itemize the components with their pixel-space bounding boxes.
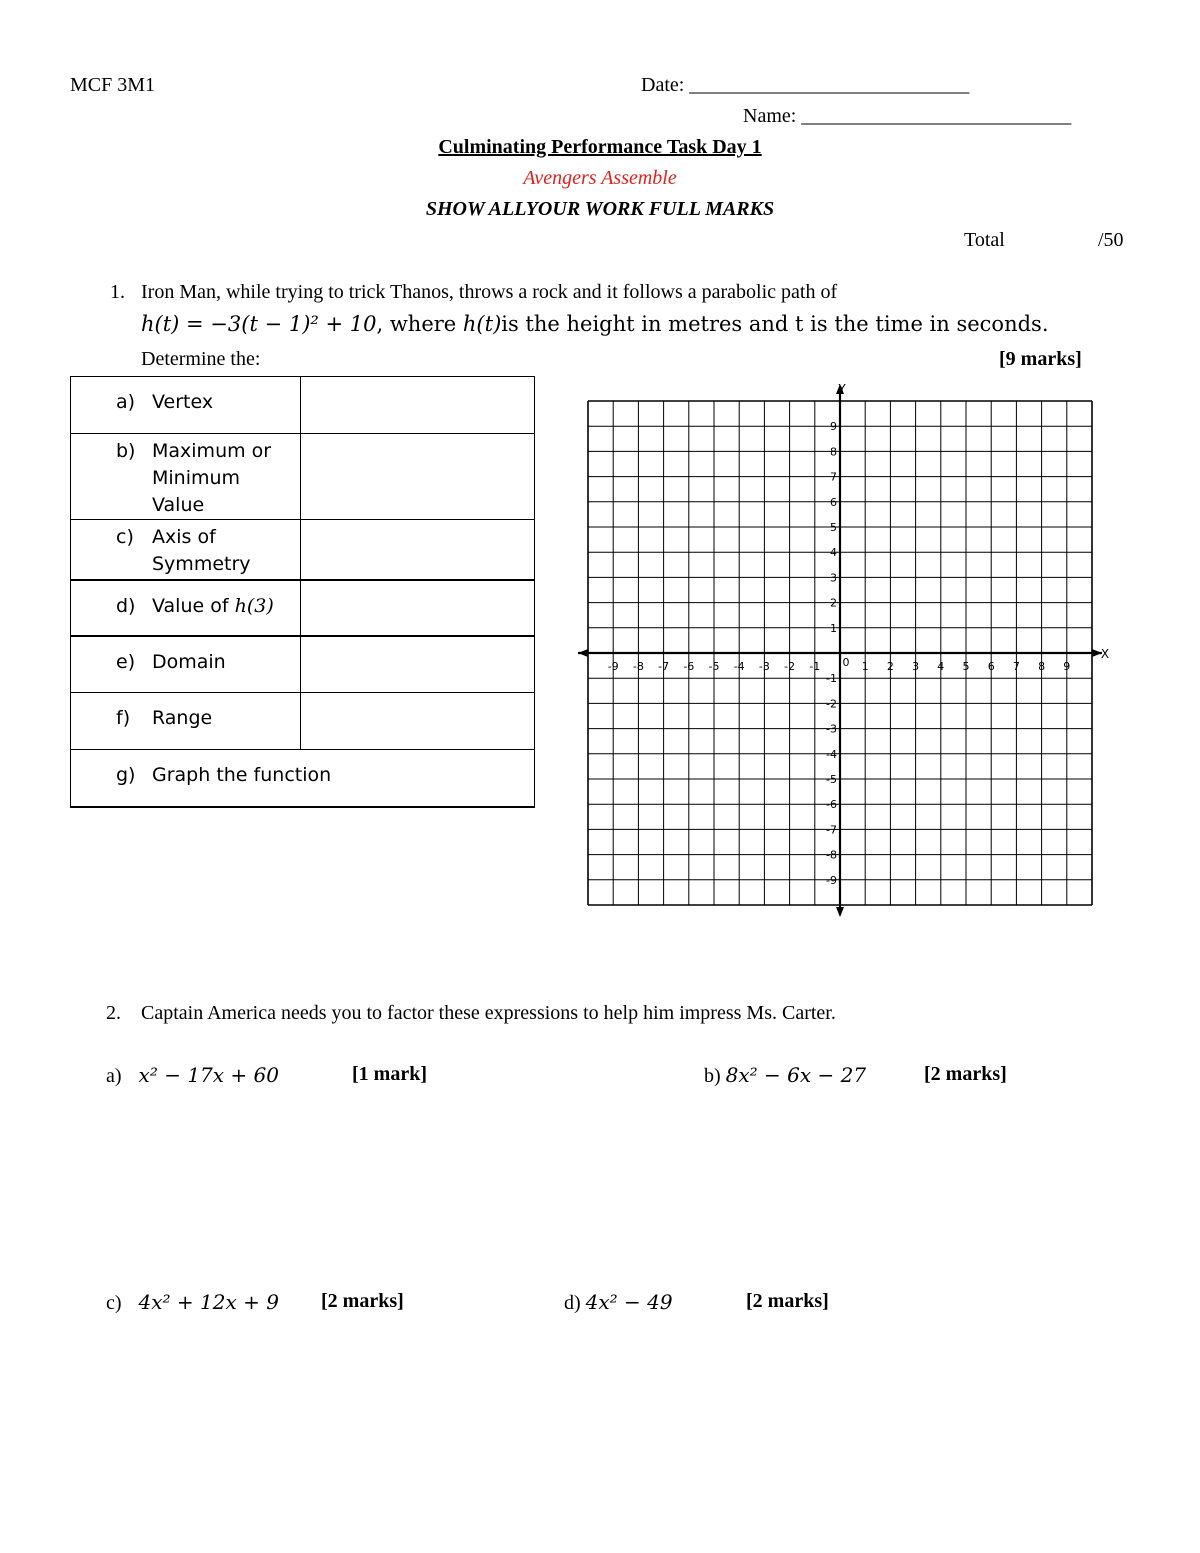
table-row: [71, 520, 535, 580]
q2-number: 2.: [106, 1002, 121, 1024]
answer-cell-max-min[interactable]: [301, 434, 535, 520]
q2b: [704, 1063, 866, 1088]
row-letter: d): [116, 594, 136, 617]
y-tick-label: -5: [826, 773, 837, 786]
table-row: [71, 580, 535, 636]
x-tick-label: 7: [1012, 660, 1020, 673]
y-tick-label: -1: [826, 672, 837, 686]
row-label: Vertex: [152, 391, 214, 413]
x-tick-label: 4: [937, 660, 945, 673]
part-expression: x² − 17x + 60: [138, 1063, 279, 1087]
answer-cell-vertex[interactable]: [301, 377, 535, 434]
y-tick-label: 5: [830, 521, 837, 534]
x-tick-label: 1: [861, 660, 869, 673]
q1-determine: Determine the:: [141, 348, 261, 370]
y-tick-label: 1: [830, 621, 837, 635]
y-tick-label: 3: [830, 571, 837, 585]
x-tick-label: -6: [683, 660, 695, 673]
instruction-text: SHOW ALLYOUR WORK FULL MARKS: [425, 198, 775, 220]
part-letter: d): [564, 1292, 581, 1314]
q2-text: Captain America needs you to factor these expressions to help him impress Ms. Carter.: [141, 1002, 836, 1024]
part-marks: [2 marks]: [321, 1290, 404, 1312]
answer-cell-range[interactable]: [301, 693, 535, 750]
origin-label: 0: [842, 656, 850, 669]
q2a: [106, 1063, 279, 1088]
q1-answer-table: [70, 376, 535, 808]
row-label: Axis of Symmetry: [152, 526, 251, 575]
part-marks: [2 marks]: [746, 1290, 829, 1312]
x-tick-label: 8: [1038, 660, 1046, 673]
q1-text: Iron Man, while trying to trick Thanos, throws a rock and it follows a parabolic path of: [141, 281, 838, 303]
q1-number: 1.: [110, 281, 125, 303]
x-tick-label: -8: [632, 660, 644, 673]
x-tick-label: -4: [733, 660, 745, 673]
part-letter: a): [106, 1065, 122, 1087]
x-tick-label: 6: [987, 660, 995, 673]
part-expression: 4x² + 12x + 9: [138, 1290, 279, 1314]
row-letter: b): [116, 440, 136, 462]
y-tick-label: 2: [830, 596, 837, 610]
y-tick-label: -6: [826, 798, 837, 812]
y-tick-label: -4: [826, 747, 837, 761]
coordinate-grid[interactable]: [575, 380, 1115, 920]
row-label: Maximum or Minimum Value: [152, 440, 272, 516]
table-row: [71, 434, 535, 520]
y-tick-label: 6: [830, 495, 837, 509]
row-letter: a): [116, 391, 136, 413]
name-field[interactable]: Name: ___________________________: [743, 105, 1072, 127]
total-label: Total: [964, 229, 1005, 251]
x-tick-label: -9: [607, 660, 619, 673]
x-tick-label: 5: [962, 660, 970, 673]
x-tick-label: -2: [784, 660, 796, 673]
q1-equation-var: h(t): [462, 312, 502, 336]
q1-marks: [9 marks]: [999, 348, 1082, 370]
part-letter: b): [704, 1065, 721, 1087]
row-label: Graph the function: [152, 764, 332, 786]
answer-cell-axis[interactable]: [301, 520, 535, 580]
row-label: Range: [152, 707, 213, 729]
x-tick-label: 3: [912, 660, 920, 673]
part-marks: [2 marks]: [924, 1063, 1007, 1085]
part-expression: 8x² − 6x − 27: [725, 1063, 867, 1087]
y-axis-arrow-down: [836, 907, 844, 917]
table-row: [71, 693, 535, 750]
y-tick-label: 9: [830, 420, 837, 434]
row-letter: g): [116, 764, 136, 786]
y-tick-label: -8: [826, 848, 837, 862]
x-tick-label: -3: [758, 660, 770, 673]
total-value: /50: [1098, 229, 1124, 251]
q2c: [106, 1290, 279, 1315]
q2d: [564, 1290, 673, 1315]
y-tick-label: -2: [826, 697, 837, 711]
row-letter: f): [116, 707, 131, 729]
row-label: Domain: [152, 650, 226, 673]
table-row: [71, 377, 535, 434]
y-tick-label: -9: [826, 873, 837, 887]
x-tick-label: 2: [886, 660, 894, 673]
answer-cell-h3[interactable]: [301, 580, 535, 636]
y-tick-label: -3: [826, 722, 837, 736]
y-tick-label: 8: [830, 445, 837, 459]
y-tick-label: 4: [830, 546, 837, 560]
table-row: [71, 750, 535, 807]
q1-equation-tail-b: is the height in metres and t is the time in seconds.: [501, 312, 1049, 336]
page-subtitle: Avengers Assemble: [523, 167, 677, 189]
q1-equation-tail-a: , where: [376, 312, 463, 336]
q1-equation-line: [141, 312, 1049, 337]
x-axis-label: X: [1100, 647, 1110, 661]
course-code: MCF 3M1: [70, 74, 156, 96]
row-label: Value of: [152, 594, 235, 617]
row-label-math: h(3): [234, 594, 274, 617]
answer-cell-domain[interactable]: [301, 636, 535, 693]
x-tick-label: -5: [708, 660, 720, 673]
x-tick-label: 9: [1063, 660, 1071, 673]
part-marks: [1 mark]: [352, 1063, 427, 1085]
y-tick-label: -7: [826, 823, 837, 837]
x-axis-arrow-left: [578, 649, 588, 657]
y-tick-label: 7: [830, 470, 837, 484]
x-tick-label: -7: [658, 660, 670, 673]
row-letter: c): [116, 526, 134, 548]
row-letter: e): [116, 650, 136, 673]
part-expression: 4x² − 49: [585, 1290, 673, 1314]
q1-equation: h(t) = −3(t − 1)² + 10: [141, 312, 377, 336]
y-axis-label: Y: [838, 382, 846, 396]
x-tick-label: -1: [809, 660, 821, 673]
table-row: [71, 636, 535, 693]
page-title: Culminating Performance Task Day 1: [438, 136, 762, 158]
part-letter: c): [106, 1292, 122, 1314]
date-field[interactable]: Date: ____________________________: [641, 74, 970, 96]
